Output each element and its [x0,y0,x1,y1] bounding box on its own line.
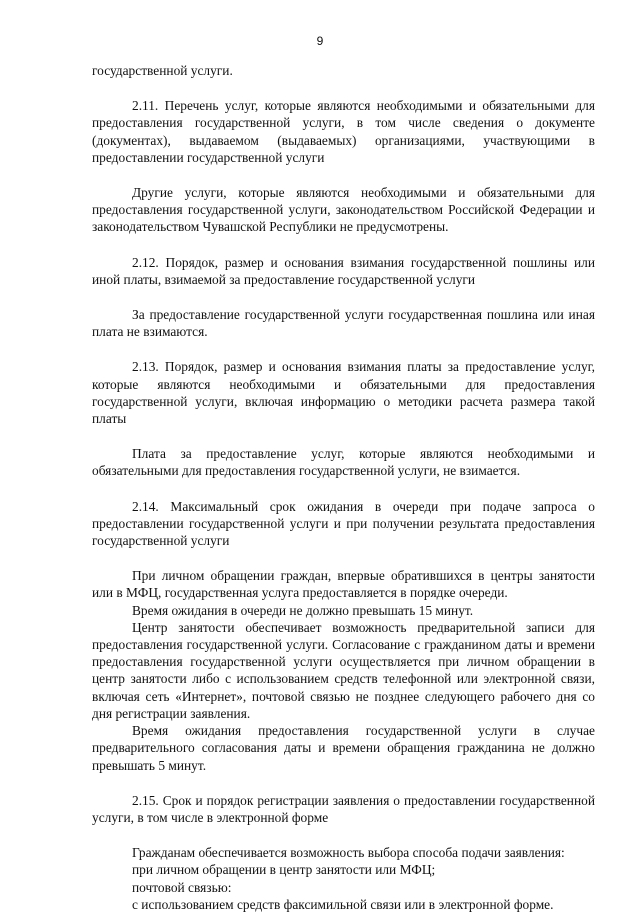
list-item-in-person: при личном обращении в центр занятости или МФЦ; [132,862,436,878]
section-2-14-heading: 2.14. Максимальный срок ожидания в очереди при подаче запроса о предоставлении государственной услуги и при получении результата предоставления государственной услуги [92,498,595,549]
paragraph-queue-time: Время ожидания в очереди не должно превышать 15 минут. [132,602,474,618]
paragraph-no-fee: За предоставление государственной услуги государственная пошлина или иная плата не взимаются. [92,307,595,340]
paragraph-waiting-time: Время ожидания предоставления государственной услуги в случае предварительного согласования даты и времени обращения гражданина не должно превышать 5 минут. [92,723,595,773]
list-item-postal: почтовой связью: [132,879,232,895]
paragraph-continuation: государственной услуги. [92,63,233,78]
section-2-15-heading: 2.15. Срок и порядок регистрации заявления о предоставлении государственной услуги, в том числе в электронной форме [92,792,595,825]
list-item-fax-electronic: с использованием средств факсимильной связи или в электронной форме. [132,896,554,912]
paragraph-queue-order: При личном обращении граждан, впервые обратившихся в центры занятости или в МФЦ, государственная услуга предоставляется в порядке очереди. [92,568,595,601]
page-number: 9 [316,34,324,48]
paragraph-other-services: Другие услуги, которые являются необходимыми и обязательными для предоставления государственной услуги, законодательством Российской Федерации и законодательством Чувашской Республики не предусмотрены. [92,185,595,235]
paragraph-submission-methods: Гражданам обеспечивается возможность выбора способа подачи заявления: [132,845,565,861]
section-2-11-heading: 2.11. Перечень услуг, которые являются необходимыми и обязательными для предоставления государственной услуги, в том числе сведения о документе (документах), выдаваемом (выдаваемых) организациями, участвующими в предоставлении государственной услуги [92,98,595,165]
section-2-12-heading: 2.12. Порядок, размер и основания взимания государственной пошлины или иной платы, взимаемой за предоставление государственной услуги [92,254,595,287]
paragraph-no-payment: Плата за предоставление услуг, которые являются необходимыми и обязательными для предоставления государственной услуги, не взимается. [92,446,595,479]
document-body [92,62,595,913]
paragraph-preregistration: Центр занятости обеспечивает возможность предварительной записи для предоставления государственной услуги. Согласование с гражданином даты и времени предоставления государственной услуги осуществляется при личном обращении в центр занятости либо с использованием средств телефонной или электронной связи, включая сеть «Интернет», почтовой связью не позднее следующего рабочего дня со дня регистрации заявления. [92,619,595,721]
section-2-13-heading: 2.13. Порядок, размер и основания взимания платы за предоставление услуг, которые являются необходимыми и обязательными для предоставления государственной услуги, включая информацию о методики расчета размера такой платы [92,359,595,427]
